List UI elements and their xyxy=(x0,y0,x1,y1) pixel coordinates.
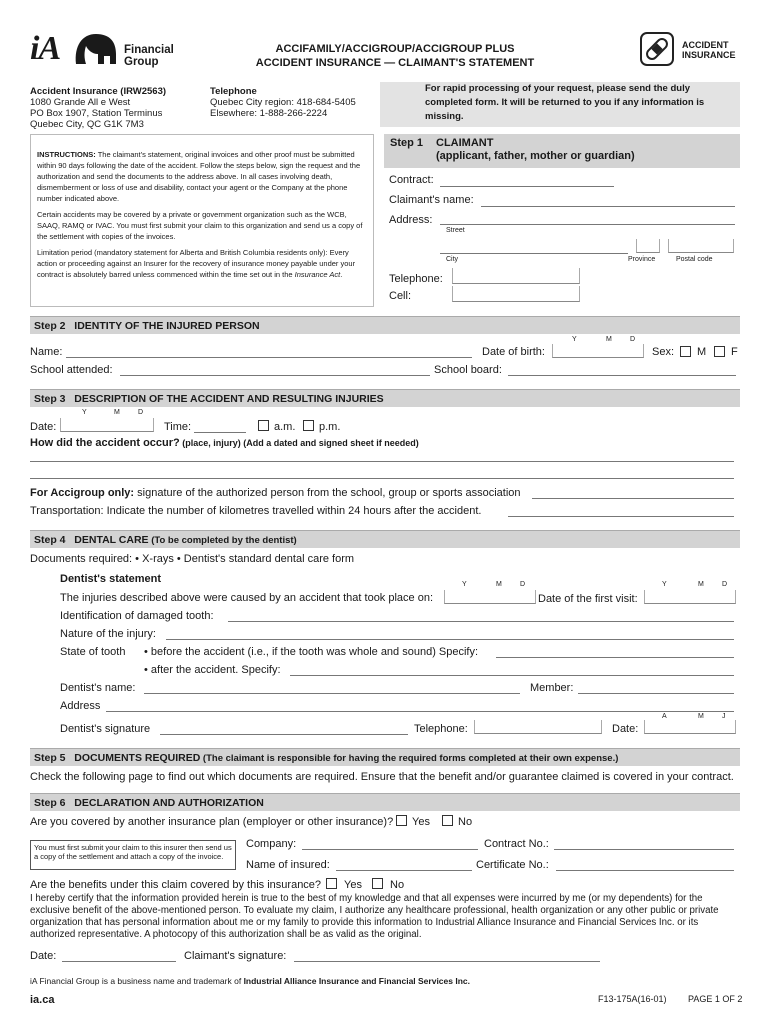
after-accident-field[interactable] xyxy=(290,675,734,676)
trademark-note: iA Financial Group is a business name and trademark of Industrial Alliance Insurance and Financial Services Inc. xyxy=(30,976,470,986)
am-label: a.m. xyxy=(274,421,296,433)
form-code: F13-175A(16-01) xyxy=(598,994,667,1004)
address-label: Address: xyxy=(389,214,433,226)
contract-no-label: Contract No.: xyxy=(484,838,549,850)
other-insurance-question: Are you covered by another insurance plan (employer or other insurance)? xyxy=(30,816,394,828)
other-insurance-no-checkbox[interactable] xyxy=(442,815,453,826)
name-label: Name: xyxy=(30,346,63,358)
form-title: ACCIFAMILY/ACCIGROUP/ACCIGROUP PLUS ACCIDENT INSURANCE — CLAIMANT'S STATEMENT xyxy=(255,43,535,69)
step2-header: Step 2 IDENTITY OF THE INJURED PERSON xyxy=(30,316,740,334)
other-insurance-no-label: No xyxy=(458,816,473,828)
contract-no-field[interactable] xyxy=(554,849,734,850)
accident-date-field[interactable] xyxy=(60,418,154,432)
injuries-date-label: The injuries described above were caused by an accident that took place on: xyxy=(60,592,434,604)
website[interactable]: ia.ca xyxy=(30,994,55,1006)
sex-label: Sex: xyxy=(652,346,675,358)
city-label: City xyxy=(446,256,459,263)
school-board-field[interactable] xyxy=(508,375,736,376)
rapid-processing-note: For rapid processing of your request, please send the duly completed form. It will be returned to you if any information is missing. xyxy=(380,82,740,127)
school-board-label: School board: xyxy=(434,364,502,376)
step5-text: Check the following page to find out which documents are required. Ensure that the benefit and/or guarantee claimed is covered in your contract. xyxy=(30,771,734,783)
city-field[interactable] xyxy=(440,253,628,254)
injuries-date-field[interactable] xyxy=(444,590,536,604)
how-occur-label: How did the accident occur? (place, injury) (Add a dated and signed sheet if needed) xyxy=(30,437,419,449)
benefits-no-label: No xyxy=(390,879,405,891)
certification-text: I hereby certify that the information provided herein is true to the best of my knowledge and that all expenses were incurred by me (or my dependents) for the exclusive benefit of the above-mentioned person. To evaluate my claim, I authorize any healthcare professional, health organization or any other public or private organization that has personal information about me or my family to provide this information to Industrial Alliance Insurance and Financial Services Inc. or its authorized representative. A photocopy of this authorization shall be as valid as the original. xyxy=(30,893,719,940)
insured-name-field[interactable] xyxy=(336,870,472,871)
before-accident-label: • before the accident (i.e., if the tooth was whole and sound) Specify: xyxy=(144,646,479,658)
inj-m-label: M xyxy=(496,581,502,588)
contract-field[interactable] xyxy=(440,186,614,187)
sig-date-j-label: J xyxy=(722,713,726,720)
dentist-name-label: Dentist's name: xyxy=(60,682,136,694)
province-label: Province xyxy=(628,256,656,263)
street-label: Street xyxy=(446,227,465,234)
transportation-field[interactable] xyxy=(508,516,734,517)
visit-m-label: M xyxy=(698,581,704,588)
dentist-telephone-label: Telephone: xyxy=(414,723,468,735)
logo-brand: iA xyxy=(30,30,61,67)
dentist-address-label: Address xyxy=(60,700,101,712)
logo-subtitle: Financial Group xyxy=(124,44,174,68)
sex-male-label: M xyxy=(697,346,707,358)
step3-header: Step 3 DESCRIPTION OF THE ACCIDENT AND RESULTING INJURIES xyxy=(30,389,740,407)
claimant-date-field[interactable] xyxy=(62,961,176,962)
pm-label: p.m. xyxy=(319,421,341,433)
telephone-field[interactable] xyxy=(452,268,580,284)
dob-m-label: M xyxy=(606,336,612,343)
telephone-info: Telephone Quebec City region: 418-684-5405 Elsewhere: 1-888-266-2224 xyxy=(210,86,356,119)
step1-number: Step 1 xyxy=(390,137,424,149)
dentist-signature-label: Dentist's signature xyxy=(60,723,151,735)
visit-y-label: Y xyxy=(662,581,667,588)
claimant-signature-label: Claimant's signature: xyxy=(184,950,287,962)
school-label: School attended: xyxy=(30,364,113,376)
postal-code-label: Postal code xyxy=(676,256,713,263)
dentist-signature-field[interactable] xyxy=(160,734,408,735)
transportation-label: Transportation: Indicate the number of kilometres travelled within 24 hours after the accident. xyxy=(30,505,482,517)
claimant-name-field[interactable] xyxy=(481,206,735,207)
claimant-date-label: Date: xyxy=(30,950,57,962)
sig-date-m-label: M xyxy=(698,713,704,720)
accident-date-label: Date: xyxy=(30,421,57,433)
nature-injury-field[interactable] xyxy=(166,639,734,640)
certificate-field[interactable] xyxy=(556,870,734,871)
benefits-yes-label: Yes xyxy=(344,879,362,891)
damaged-tooth-field[interactable] xyxy=(228,621,734,622)
cell-label: Cell: xyxy=(389,290,412,302)
sig-date-a-label: A xyxy=(662,713,667,720)
accigroup-label: For Accigroup only: signature of the authorized person from the school, group or sports association xyxy=(30,487,521,499)
accident-insurance-badge: ACCIDENT INSURANCE xyxy=(682,40,736,60)
state-of-tooth-label: State of tooth xyxy=(60,646,126,658)
first-visit-label: Date of the first visit: xyxy=(538,593,638,605)
acc-date-m-label: M xyxy=(114,409,120,416)
dob-d-label: D xyxy=(630,336,636,343)
insured-name-label: Name of insured: xyxy=(246,859,330,871)
dob-y-label: Y xyxy=(572,336,577,343)
other-insurance-yes-label: Yes xyxy=(412,816,430,828)
sex-female-label: F xyxy=(731,346,738,358)
dob-field[interactable] xyxy=(552,344,644,358)
time-label: Time: xyxy=(164,421,192,433)
time-field[interactable] xyxy=(194,432,246,433)
name-field[interactable] xyxy=(66,357,472,358)
telephone-label: Telephone: xyxy=(389,273,443,285)
visit-d-label: D xyxy=(722,581,728,588)
dob-label: Date of birth: xyxy=(482,346,545,358)
claimant-signature-field[interactable] xyxy=(294,961,600,962)
cell-field[interactable] xyxy=(452,286,580,302)
dentist-statement-heading: Dentist's statement xyxy=(60,573,162,585)
province-field[interactable] xyxy=(636,239,660,253)
inj-y-label: Y xyxy=(462,581,467,588)
company-label: Company: xyxy=(246,838,297,850)
accigroup-signature-field[interactable] xyxy=(532,498,734,499)
member-label: Member: xyxy=(530,682,574,694)
acc-date-d-label: D xyxy=(138,409,144,416)
instructions-box: INSTRUCTIONS: The claimant's statement, original invoices and other proof must be submitted within 90 days following the date of the accident. Follow the steps below, sign the request and the authorization and send the documents to the address above. In all cases involving death, dismemberment or loss of use and disability, contact your agent or the Company at the phone number indicated above. Certain accidents may be covered by a private or government organization such as the WCB, SAAQ, RAMQ or IVAC. You must first submit your claim to this organization and send us a copy of the settlement with copies of the invoices. Limitation period (mandatory statement for Alberta and British Columbia residents only): Every action or proceeding against an Insurer for the recovery of insurance money payable under your contract is absolutely barred unless commenced within the time set out in the Insurance Act. xyxy=(30,134,374,307)
how-occur-line-2[interactable] xyxy=(30,478,734,479)
dentist-date-field[interactable] xyxy=(644,720,736,734)
nature-injury-label: Nature of the injury: xyxy=(60,628,156,640)
dentist-name-field[interactable] xyxy=(144,693,520,694)
elephant-logo-icon xyxy=(70,30,120,68)
dentist-telephone-field[interactable] xyxy=(474,720,602,734)
claimant-name-label: Claimant's name: xyxy=(389,194,474,206)
street-field[interactable] xyxy=(440,224,735,225)
member-field[interactable] xyxy=(578,693,734,694)
other-insurance-yes-checkbox[interactable] xyxy=(396,815,407,826)
acc-date-y-label: Y xyxy=(82,409,87,416)
sex-male-checkbox[interactable] xyxy=(680,346,691,357)
before-accident-field[interactable] xyxy=(496,657,734,658)
pm-checkbox[interactable] xyxy=(303,420,314,431)
first-visit-field[interactable] xyxy=(644,590,736,604)
postal-code-field[interactable] xyxy=(668,239,734,253)
step6-header: Step 6 DECLARATION AND AUTHORIZATION xyxy=(30,793,740,811)
sex-female-checkbox[interactable] xyxy=(714,346,725,357)
benefits-no-checkbox[interactable] xyxy=(372,878,383,889)
contract-label: Contract: xyxy=(389,174,434,186)
page-number: PAGE 1 OF 2 xyxy=(688,994,743,1004)
step4-header: Step 4 DENTAL CARE (To be completed by the dentist) xyxy=(30,530,740,548)
school-field[interactable] xyxy=(120,375,430,376)
damaged-tooth-label: Identification of damaged tooth: xyxy=(60,610,214,622)
submit-insurer-note: You must first submit your claim to this insurer then send us a copy of the settlement and attach a copy of the invoice. xyxy=(30,840,236,870)
dentist-address-field[interactable] xyxy=(106,711,734,712)
after-accident-label: • after the accident. Specify: xyxy=(144,664,281,676)
mailing-address: Accident Insurance (IRW2563) 1080 Grande All e West PO Box 1907, Station Terminus Quebec City, QC G1K 7M3 xyxy=(30,86,167,130)
inj-d-label: D xyxy=(520,581,526,588)
dentist-date-label: Date: xyxy=(612,723,639,735)
step1-title: CLAIMANT (applicant, father, mother or guardian) xyxy=(436,137,635,162)
am-checkbox[interactable] xyxy=(258,420,269,431)
step5-header: Step 5 DOCUMENTS REQUIRED (The claimant is responsible for having the required forms completed at their own expense.) xyxy=(30,748,740,766)
bandage-icon xyxy=(640,32,674,66)
documents-required: Documents required: • X-rays • Dentist's standard dental care form xyxy=(30,553,355,565)
company-field[interactable] xyxy=(302,849,478,850)
certificate-label: Certificate No.: xyxy=(476,859,549,871)
benefits-covered-question: Are the benefits under this claim covered by this insurance? xyxy=(30,879,322,891)
how-occur-line-1[interactable] xyxy=(30,461,734,462)
benefits-yes-checkbox[interactable] xyxy=(326,878,337,889)
